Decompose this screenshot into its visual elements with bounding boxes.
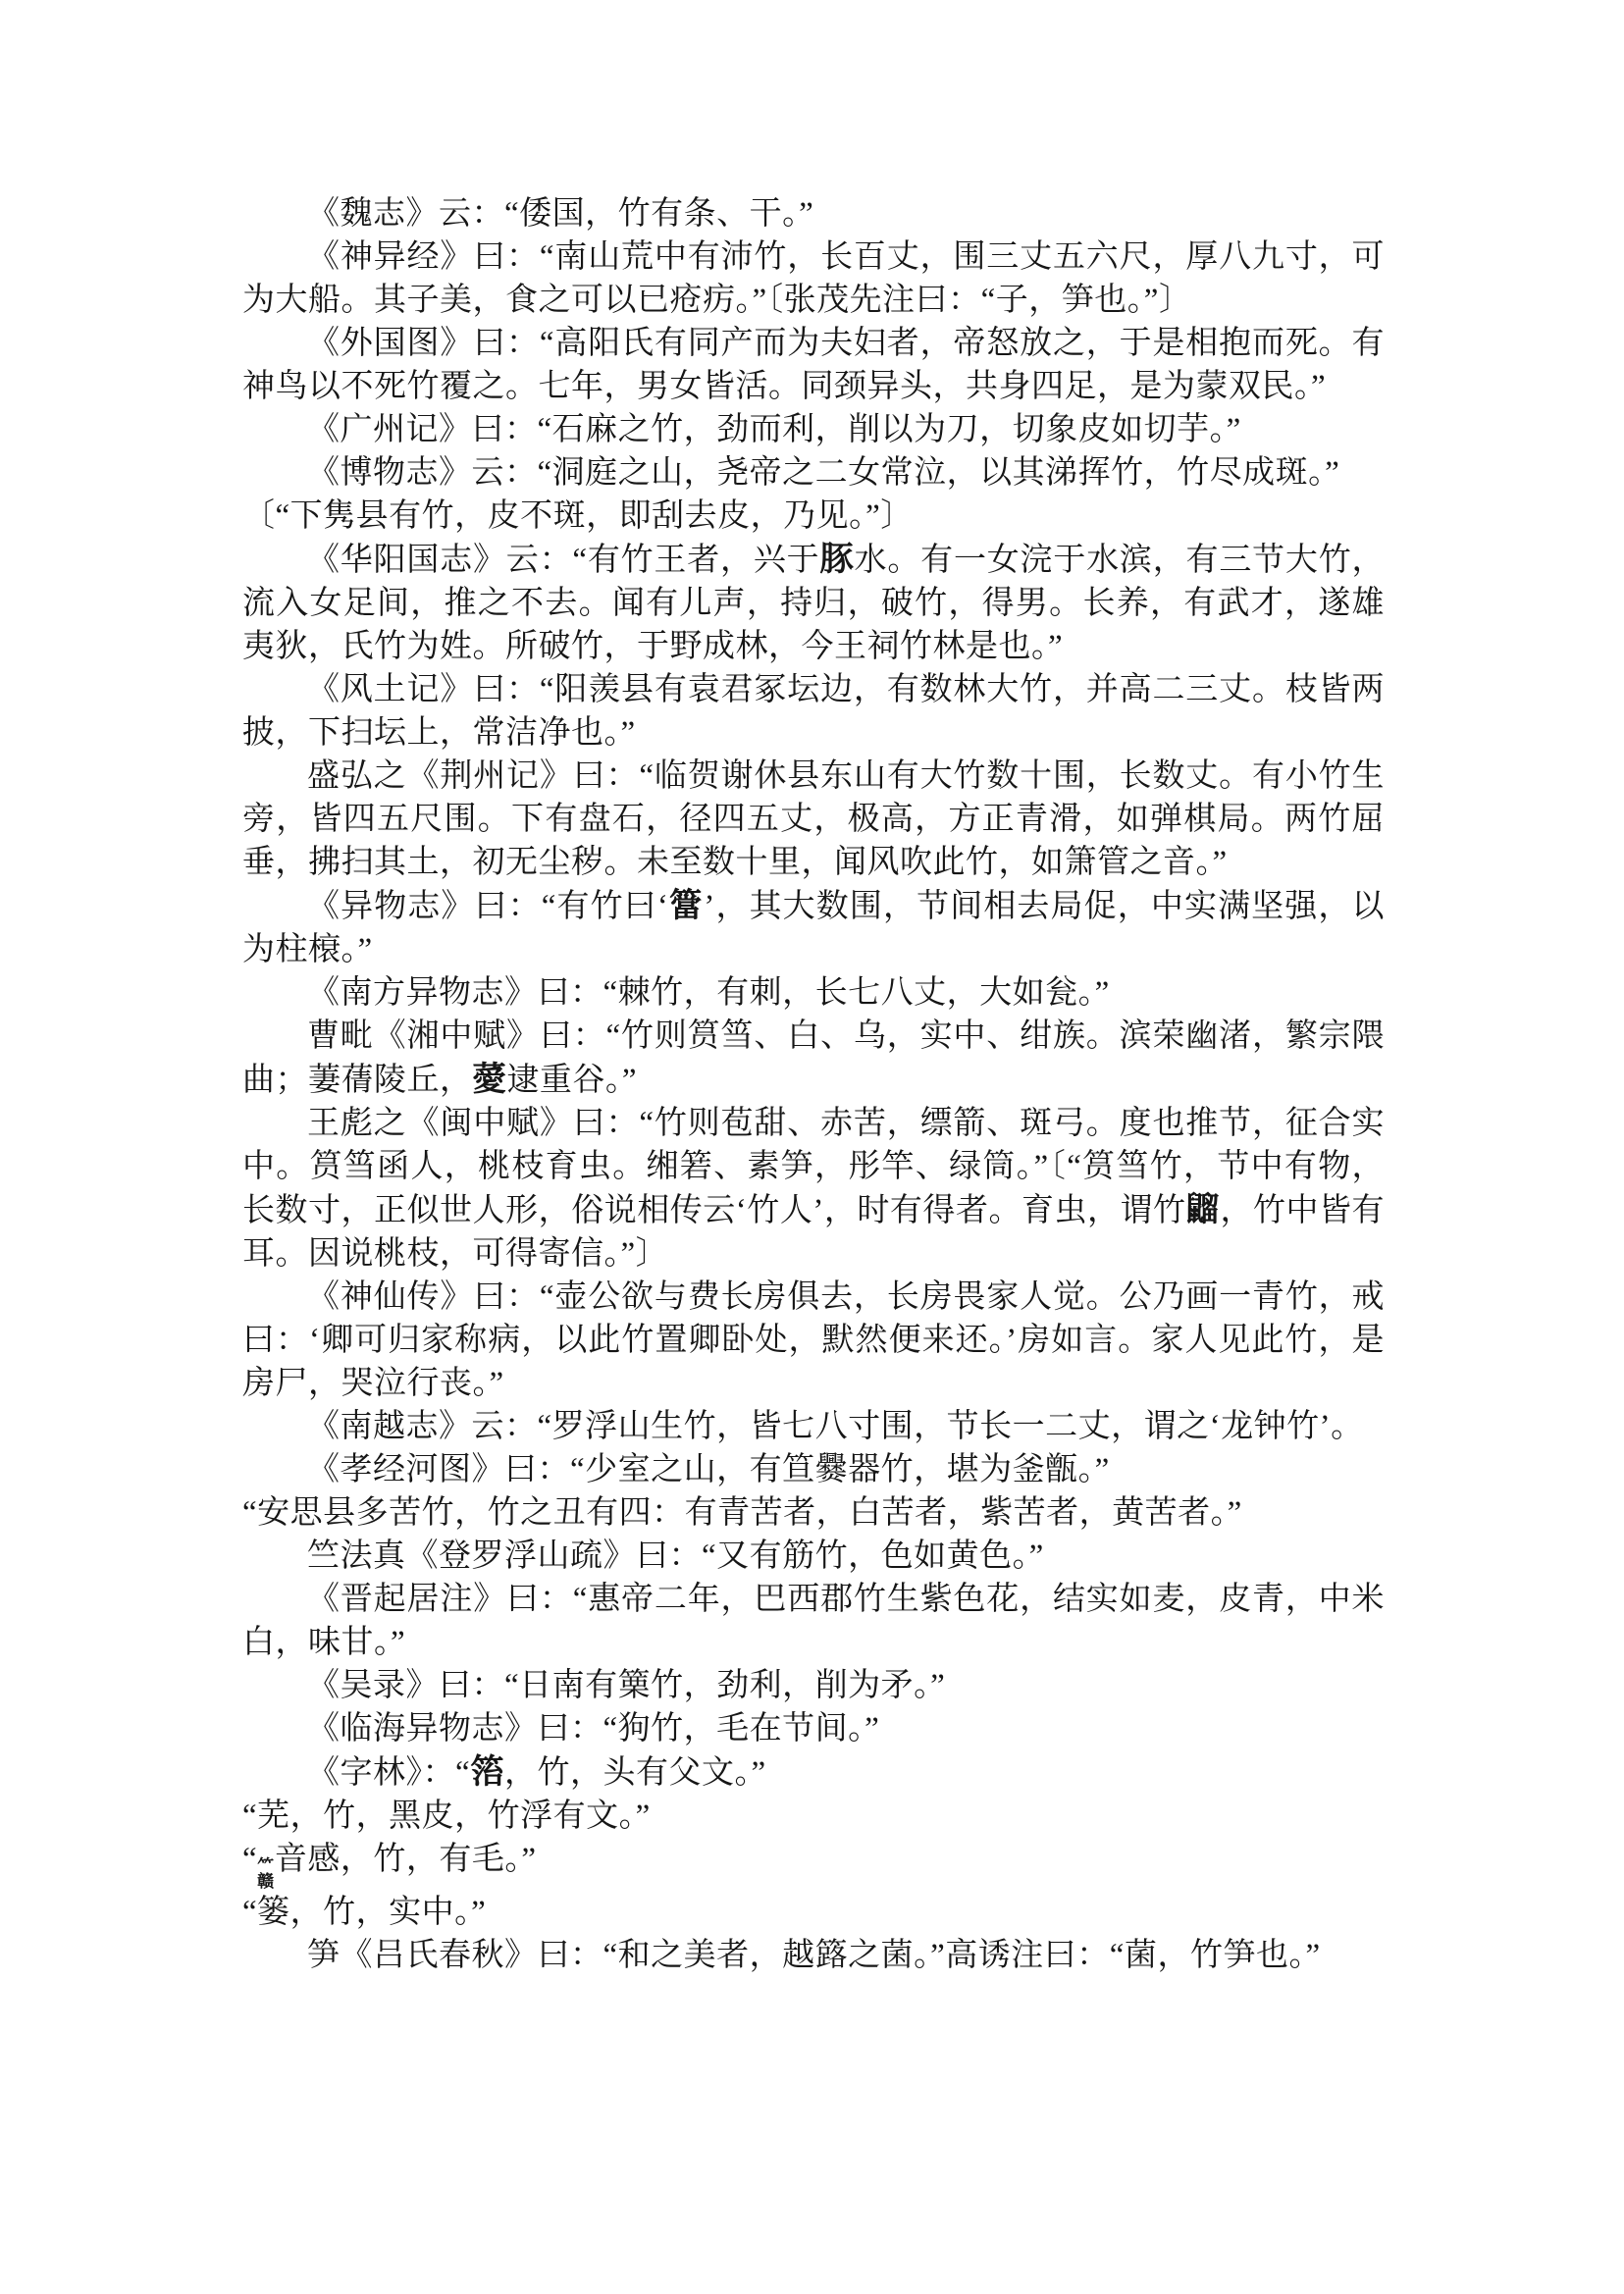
paragraph: 《字林》：“箈，竹，头有父文。” bbox=[307, 1752, 766, 1792]
document-body bbox=[242, 192, 1385, 1977]
paragraph: 《华阳国志》云：“有竹王者，兴于豚水。有一女浣于水滨，有三节大竹，流入女足间，推之不去。闻有儿声，持归，破竹，得男。长养，有武才，遂雄夷狄，氏竹为姓。所破竹，于野成林，今王祠竹林是也。” bbox=[242, 540, 1386, 664]
paragraph: 《风土记》曰：“阳羡县有袁君冢坛边，有数林大竹，并高二三丈。枝皆两披，下扫坛上，常洁净也。” bbox=[242, 672, 1385, 751]
paragraph: “篓，竹，实中。” bbox=[242, 1894, 487, 1930]
paragraph: “安思县多苦竹，竹之丑有四：有青苦者，白苦者，紫苦者，黄苦者。” bbox=[242, 1495, 1242, 1531]
paragraph: 《神仙传》曰：“壶公欲与费长房俱去，长房畏家人觉。公乃画一青竹，戒曰：‘卿可归家称病，以此竹置卿卧处，默然便来还。’房如言。家人见此竹，是房尸，哭泣行丧。” bbox=[242, 1279, 1385, 1401]
paragraph: “ ⺮ 赣 音感，竹，有毛。” bbox=[242, 1842, 537, 1893]
rare-bamboo-glyph: 䶉 bbox=[1185, 1190, 1221, 1229]
paragraph: 《南方异物志》曰：“棘竹，有刺，长七八丈，大如瓮。” bbox=[307, 975, 1110, 1011]
rare-bamboo-glyph: 豚 bbox=[819, 540, 855, 579]
paragraph: 笋《吕氏春秋》曰：“和之美者，越簬之菌。”高诱注曰：“菌，竹笋也。” bbox=[307, 1937, 1321, 1973]
rare-bamboo-glyph: 簹 bbox=[668, 886, 705, 925]
rare-bamboo-glyph: 箈 bbox=[470, 1752, 504, 1792]
paragraph: 《晋起居注》曰：“惠帝二年，巴西郡竹生紫色花，结实如麦，皮青，中米白，味甘。” bbox=[242, 1582, 1385, 1660]
paragraph: 〔“下隽县有竹，皮不斑，即刮去皮，乃见。”〕 bbox=[242, 498, 914, 534]
paragraph: 《临海异物志》曰：“狗竹，毛在节间。” bbox=[307, 1711, 880, 1747]
paragraph: 《魏志》云：“倭国，竹有条、干。” bbox=[307, 196, 814, 232]
paragraph: 王彪之《闽中赋》曰：“竹则苞甜、赤苦，缥箭、斑弓。度也推节，征合实中。筼筜函人，桃枝育虫。缃箬、素笋，彤竿、绿筒。”〔“筼筜竹，节中有物，长数寸，正似世人形，俗说相传云‘竹人’，时有得者。育虫，谓竹䶉，竹中皆有耳。因说桃枝，可得寄信。”〕 bbox=[242, 1106, 1386, 1272]
paragraph: 《博物志》云：“洞庭之山，尧帝之二女常泣，以其涕挥竹，竹尽成斑。” bbox=[307, 455, 1340, 491]
paragraph: 《异物志》曰：“有竹曰‘簹’，其大数围，节间相去局促，中实满坚强，以为柱榱。” bbox=[242, 886, 1385, 967]
paragraph: 《神异经》曰：“南山荒中有沛竹，长百丈，围三丈五六尺，厚八九寸，可为大船。其子美，食之可以已疮疠。”〔张茂先注曰：“子，笋也。”〕 bbox=[242, 239, 1385, 318]
paragraph: “芜，竹，黑皮，竹浮有文。” bbox=[242, 1799, 651, 1834]
paragraph: 《吴录》曰：“日南有篥竹，劲利，削为矛。” bbox=[307, 1668, 946, 1703]
paragraph: 盛弘之《荆州记》曰：“临贺谢休县东山有大竹数十围，长数丈。有小竹生旁，皆四五尺围。下有盘石，径四五丈，极高，方正青滑，如弹棋局。两竹屈垂，拂扫其土，初无尘秽。未至数十里，闻风吹此竹，如箫管之音。” bbox=[242, 758, 1385, 880]
paragraph: 曹毗《湘中赋》曰：“竹则筼筜、白、乌，实中、绀族。滨荣幽渚，繁宗隈曲；萋蒨陵丘，薆逮重谷。” bbox=[242, 1018, 1385, 1099]
paragraph: 《孝经河图》曰：“少室之山，有笪爨器竹，堪为釜甑。” bbox=[307, 1452, 1110, 1487]
paragraph: 《广州记》曰：“石麻之竹，劲而利，削以为刀，切象皮如切芋。” bbox=[307, 412, 1241, 447]
rare-bamboo-glyph: 薆 bbox=[472, 1060, 507, 1099]
rare-bamboo-glyph: ⺮ 赣 bbox=[257, 1856, 275, 1893]
paragraph: 《南越志》云：“罗浮山生竹，皆七八寸围，节长一二丈，谓之‘龙钟竹’。 bbox=[307, 1409, 1364, 1444]
paragraph: 竺法真《登罗浮山疏》曰：“又有筋竹，色如黄色。” bbox=[307, 1538, 1044, 1574]
paragraph: 《外国图》曰：“高阳氏有同产而为夫妇者，帝怒放之，于是相抱而死。有神鸟以不死竹覆之。七年，男女皆活。同颈异头，共身四足，是为蒙双民。” bbox=[242, 326, 1385, 404]
